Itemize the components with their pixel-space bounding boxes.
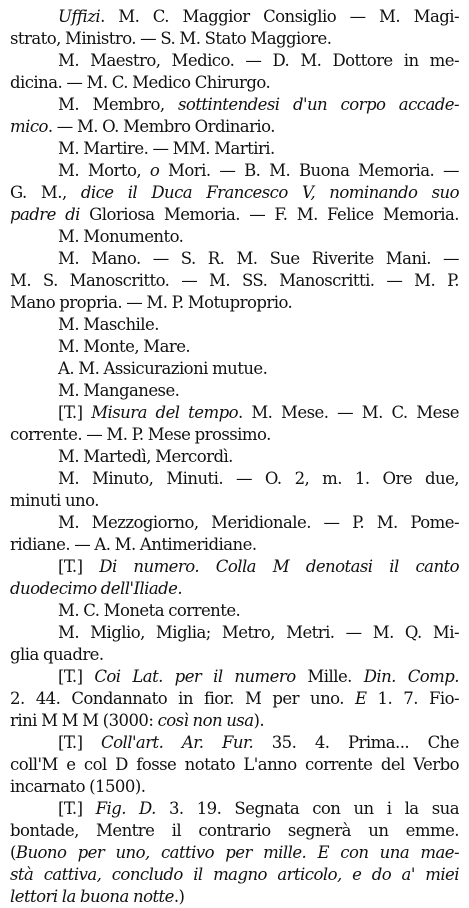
text-line xyxy=(10,556,459,578)
text-line xyxy=(10,600,459,622)
text-line xyxy=(10,534,459,556)
text-line xyxy=(10,402,459,424)
text-segment: bontade, Mentre il contrario segnerà un emme. xyxy=(10,821,459,840)
italic-text-segment: mico xyxy=(10,117,48,136)
text-segment: M. Membro, xyxy=(58,95,179,114)
text-line xyxy=(10,226,459,248)
text-segment: [T.] xyxy=(58,799,96,818)
text-line xyxy=(10,72,459,94)
text-line xyxy=(10,160,459,182)
text-line xyxy=(10,820,459,842)
text-segment: M. Martire. — MM. Martiri. xyxy=(58,139,275,158)
text-segment: M. Monumento. xyxy=(58,227,184,246)
text-segment: . — M. O. Membro Ordinario. xyxy=(47,117,275,136)
text-segment: coll'M e col D fosse notato L'anno corrente del Verbo xyxy=(10,755,459,774)
text-line xyxy=(10,776,459,798)
text-segment: dicina. — M. C. Medico Chirurgo. xyxy=(10,73,271,92)
text-segment: M. Maestro, Medico. — D. M. Dottore in me- xyxy=(58,51,459,70)
text-line xyxy=(10,116,459,138)
text-segment: [T.] xyxy=(58,557,100,576)
text-segment: M. Mezzogiorno, Meridionale. — P. M. Pome- xyxy=(58,513,459,532)
text-segment: G. M., xyxy=(10,183,81,202)
text-line xyxy=(10,754,459,776)
text-line xyxy=(10,644,459,666)
text-segment: minuti uno. xyxy=(10,491,99,510)
text-segment: .) xyxy=(173,887,185,906)
italic-text-segment: dice il Duca Francesco V, nominando suo xyxy=(80,183,459,202)
text-segment: rini M M M (3000: xyxy=(10,711,158,730)
text-line xyxy=(10,666,459,688)
italic-text-segment: Di numero. Colla M denotasi il canto xyxy=(99,557,459,576)
text-segment: 1. 7. Fio- xyxy=(366,689,459,708)
text-segment: 3. 19. Segnata con un i la sua xyxy=(155,799,459,818)
text-segment: Gloriosa Memoria. — F. M. Felice Memoria. xyxy=(79,205,459,224)
text-line xyxy=(10,688,459,710)
italic-text-segment: padre di xyxy=(10,205,80,224)
italic-text-segment: duodecimo dell'Iliade. xyxy=(10,579,183,598)
text-segment: M. Miglio, Miglia; Metro, Metri. — M. Q. Mi- xyxy=(58,623,459,642)
text-line xyxy=(10,864,459,886)
text-segment: 35. 4. Prima... Che xyxy=(253,733,459,752)
text-segment: . M. C. Maggior Consiglio — M. Magi- xyxy=(100,7,459,26)
text-line xyxy=(10,336,459,358)
text-segment: incarnato (1500). xyxy=(10,777,146,796)
text-line xyxy=(10,842,459,864)
text-segment: 2. 44. Condannato in fior. M per uno. xyxy=(10,689,355,708)
text-line xyxy=(10,292,459,314)
text-segment: M. Manganese. xyxy=(58,381,180,400)
italic-text-segment: Buono per uno, cattivo per mille. E con una mae- xyxy=(15,843,459,862)
italic-text-segment: lettori la buona notte xyxy=(10,887,174,906)
text-line xyxy=(10,94,459,116)
text-line xyxy=(10,622,459,644)
text-line xyxy=(10,50,459,72)
text-segment: M. Morto, xyxy=(58,161,150,180)
text-segment: Mano propria. — M. P. Motuproprio. xyxy=(10,293,293,312)
italic-text-segment: Coi Lat. per il numero xyxy=(94,667,296,686)
text-segment: glia quadre. xyxy=(10,645,104,664)
text-line xyxy=(10,314,459,336)
text-segment: Mori. — B. M. Buona Memoria. — xyxy=(159,161,459,180)
text-segment: corrente. — M. P. Mese prossimo. xyxy=(10,425,271,444)
text-segment: M. Minuto, Minuti. — O. 2, m. 1. Ore due, xyxy=(58,469,459,488)
text-line xyxy=(10,270,459,292)
text-line xyxy=(10,490,459,512)
text-segment: Mille. xyxy=(295,667,364,686)
text-line xyxy=(10,248,459,270)
text-segment: ridiane. — A. M. Antimeridiane. xyxy=(10,535,257,554)
text-segment: strato, Ministro. — S. M. Stato Maggiore. xyxy=(10,29,332,48)
text-line xyxy=(10,886,459,908)
text-segment: M. Martedì, Mercordì. xyxy=(58,447,233,466)
text-segment: M. Monte, Mare. xyxy=(58,337,191,356)
text-line xyxy=(10,182,459,204)
italic-text-segment: E xyxy=(355,689,367,708)
text-segment: . M. Mese. — M. C. Mese xyxy=(237,403,459,422)
text-line xyxy=(10,138,459,160)
italic-text-segment: così non usa xyxy=(157,711,254,730)
text-line xyxy=(10,424,459,446)
text-line xyxy=(10,358,459,380)
text-segment: ( xyxy=(10,843,16,862)
text-line xyxy=(10,28,459,50)
text-line xyxy=(10,710,459,732)
text-line xyxy=(10,204,459,226)
text-segment: [T.] xyxy=(58,733,102,752)
italic-text-segment: Coll'art. Ar. Fur. xyxy=(101,733,254,752)
italic-text-segment: sottintendesi d'un corpo accade- xyxy=(178,95,459,114)
text-segment: M. Maschile. xyxy=(58,315,159,334)
text-segment: M. S. Manoscritto. — M. SS. Manoscritti. — M. P. xyxy=(10,271,459,290)
text-line xyxy=(10,6,459,28)
italic-text-segment: Fig. D. xyxy=(95,799,156,818)
text-segment: [T.] xyxy=(58,667,95,686)
text-line xyxy=(10,732,459,754)
text-line xyxy=(10,380,459,402)
text-line xyxy=(10,446,459,468)
italic-text-segment: Uffizi xyxy=(58,7,101,26)
text-segment: [T.] xyxy=(58,403,92,422)
text-line xyxy=(10,468,459,490)
text-segment: A. M. Assicurazioni mutue. xyxy=(58,359,268,378)
text-segment: ). xyxy=(253,711,265,730)
italic-text-segment: o xyxy=(149,161,160,180)
text-line xyxy=(10,578,459,600)
italic-text-segment: Din. Comp. xyxy=(363,667,459,686)
text-segment: M. Mano. — S. R. M. Sue Riverite Mani. — xyxy=(58,249,459,268)
text-segment: M. C. Moneta corrente. xyxy=(58,601,241,620)
italic-text-segment: stà cattiva, concludo il magno articolo, e do a' miei xyxy=(10,865,459,884)
text-line xyxy=(10,512,459,534)
text-line xyxy=(10,798,459,820)
italic-text-segment: Misura del tempo xyxy=(91,403,238,422)
